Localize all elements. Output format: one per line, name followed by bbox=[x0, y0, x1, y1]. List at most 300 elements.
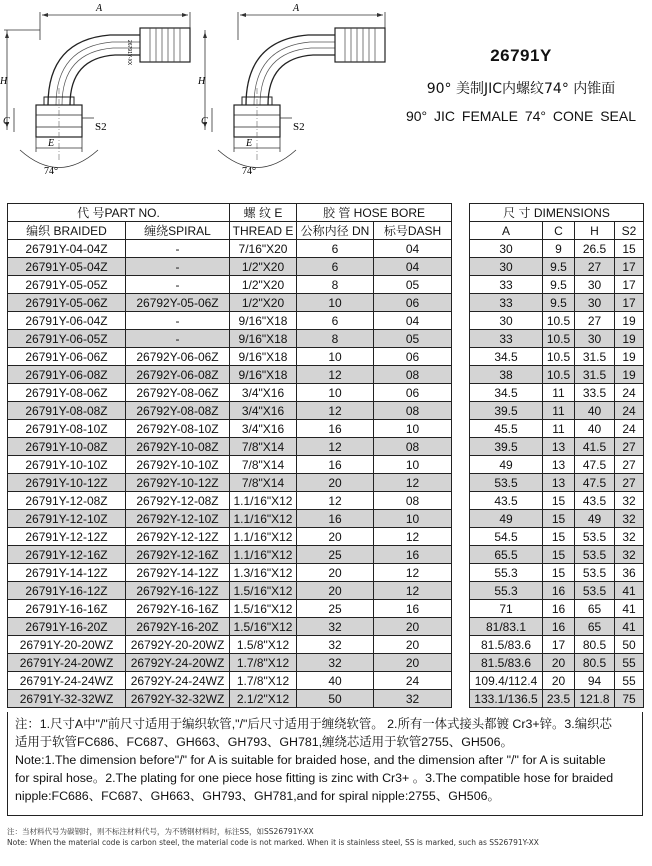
cell-a: 33 bbox=[470, 330, 543, 348]
row-spacer bbox=[452, 294, 470, 312]
cell-spiral: 26792Y-06-06Z bbox=[126, 348, 230, 366]
cell-braided: 26791Y-24-24WZ bbox=[8, 672, 126, 690]
cell-c: 11 bbox=[543, 384, 575, 402]
cell-spiral: 26792Y-05-06Z bbox=[126, 294, 230, 312]
cell-s2: 24 bbox=[615, 420, 644, 438]
cell-spiral: - bbox=[126, 258, 230, 276]
row-spacer bbox=[452, 546, 470, 564]
cell-a: 81.5/83.6 bbox=[470, 636, 543, 654]
cell-s2: 27 bbox=[615, 474, 644, 492]
row-spacer bbox=[452, 582, 470, 600]
cell-h: 40 bbox=[575, 402, 615, 420]
cell-a: 34.5 bbox=[470, 348, 543, 366]
cell-h: 30 bbox=[575, 330, 615, 348]
cell-s2: 19 bbox=[615, 330, 644, 348]
table-row bbox=[8, 330, 644, 348]
cell-c: 13 bbox=[543, 474, 575, 492]
cell-c: 10.5 bbox=[543, 366, 575, 384]
cell-thread: 1.1/16"X12 bbox=[230, 546, 297, 564]
table-row bbox=[8, 564, 644, 582]
cell-dash: 16 bbox=[374, 546, 452, 564]
cell-braided: 26791Y-05-06Z bbox=[8, 294, 126, 312]
description-english: 90° JIC FEMALE 74° CONE SEAL bbox=[405, 108, 637, 124]
cell-c: 16 bbox=[543, 600, 575, 618]
row-spacer bbox=[452, 312, 470, 330]
cell-dash: 12 bbox=[374, 582, 452, 600]
cell-s2: 27 bbox=[615, 438, 644, 456]
cell-s2: 41 bbox=[615, 600, 644, 618]
cell-spiral: 26792Y-08-08Z bbox=[126, 402, 230, 420]
cell-dn: 32 bbox=[297, 654, 374, 672]
row-spacer bbox=[452, 528, 470, 546]
elbow-fitting-drawings bbox=[0, 0, 390, 200]
cell-dn: 20 bbox=[297, 474, 374, 492]
note-cn-line-1: 注：1.尺寸A中"/"前尺寸适用于编织软管,"/"后尺寸适用于缠绕软管。 2.所有一体式接头都镀 Cr3+锌。3.编织芯 bbox=[15, 717, 612, 731]
row-spacer bbox=[452, 384, 470, 402]
table-row bbox=[8, 276, 644, 294]
cell-dn: 40 bbox=[297, 672, 374, 690]
cell-h: 31.5 bbox=[575, 366, 615, 384]
cell-dn: 25 bbox=[297, 546, 374, 564]
dim-e-label-2: E bbox=[246, 138, 253, 149]
cell-c: 20 bbox=[543, 672, 575, 690]
cell-a: 33 bbox=[470, 294, 543, 312]
note-en-line-1: Note:1.The dimension before"/" for A is suitable for braided hose, and the dimension after "/" for A is suitable bbox=[15, 753, 606, 767]
cell-a: 49 bbox=[470, 456, 543, 474]
cell-h: 47.5 bbox=[575, 474, 615, 492]
cell-s2: 17 bbox=[615, 276, 644, 294]
cell-s2: 17 bbox=[615, 258, 644, 276]
table-row bbox=[8, 600, 644, 618]
drawing-braided bbox=[0, 3, 190, 177]
table-header-row-1 bbox=[8, 204, 644, 222]
table-row bbox=[8, 348, 644, 366]
cell-s2: 36 bbox=[615, 564, 644, 582]
header-thread-e: THREAD E bbox=[230, 222, 297, 240]
cell-braided: 26791Y-05-04Z bbox=[8, 258, 126, 276]
cell-c: 11 bbox=[543, 420, 575, 438]
cell-thread: 9/16"X18 bbox=[230, 312, 297, 330]
cell-dash: 24 bbox=[374, 672, 452, 690]
table-row bbox=[8, 240, 644, 258]
cell-spiral: 26792Y-12-12Z bbox=[126, 528, 230, 546]
cell-thread: 1.1/16"X12 bbox=[230, 510, 297, 528]
cell-spiral: 26792Y-08-06Z bbox=[126, 384, 230, 402]
cell-h: 30 bbox=[575, 294, 615, 312]
dim-e-label: E bbox=[48, 138, 55, 149]
cell-thread: 9/16"X18 bbox=[230, 330, 297, 348]
cell-spiral: 26792Y-24-20WZ bbox=[126, 654, 230, 672]
cell-dn: 8 bbox=[297, 330, 374, 348]
cell-dash: 20 bbox=[374, 654, 452, 672]
cell-thread: 7/8"X14 bbox=[230, 438, 297, 456]
table-header-row-2 bbox=[8, 222, 644, 240]
cell-h: 49 bbox=[575, 510, 615, 528]
cell-dn: 12 bbox=[297, 402, 374, 420]
row-spacer bbox=[452, 690, 470, 708]
cell-s2: 19 bbox=[615, 348, 644, 366]
header-part-no: 代 号PART NO. bbox=[8, 204, 230, 222]
cell-spiral: 26792Y-32-32WZ bbox=[126, 690, 230, 708]
table-row bbox=[8, 402, 644, 420]
cell-s2: 41 bbox=[615, 618, 644, 636]
cell-dash: 06 bbox=[374, 294, 452, 312]
cell-h: 26.5 bbox=[575, 240, 615, 258]
description-chinese: 90° 美制JIC内螺纹74° 内锥面 bbox=[426, 81, 616, 97]
cell-a: 30 bbox=[470, 240, 543, 258]
cell-a: 39.5 bbox=[470, 438, 543, 456]
cell-s2: 19 bbox=[615, 366, 644, 384]
dim-h-label: H bbox=[0, 76, 8, 87]
cell-c: 10.5 bbox=[543, 330, 575, 348]
cell-h: 65 bbox=[575, 618, 615, 636]
row-spacer bbox=[452, 276, 470, 294]
note-en-line-3: nipple:FC686、FC687、GH663、GH793、GH781,and for spiral nipple:2755、GH506。 bbox=[15, 789, 500, 803]
title-block bbox=[390, 40, 652, 124]
cell-s2: 27 bbox=[615, 456, 644, 474]
specification-table bbox=[7, 203, 644, 708]
cell-spiral: 26792Y-16-20Z bbox=[126, 618, 230, 636]
cell-dash: 08 bbox=[374, 366, 452, 384]
cell-h: 53.5 bbox=[575, 564, 615, 582]
cell-spiral: 26792Y-08-10Z bbox=[126, 420, 230, 438]
cell-thread: 1.5/16"X12 bbox=[230, 582, 297, 600]
cell-dash: 32 bbox=[374, 690, 452, 708]
cell-thread: 1.7/8"X12 bbox=[230, 654, 297, 672]
cell-spiral: 26792Y-10-10Z bbox=[126, 456, 230, 474]
cell-dn: 12 bbox=[297, 438, 374, 456]
cell-braided: 26791Y-06-08Z bbox=[8, 366, 126, 384]
cell-a: 81/83.1 bbox=[470, 618, 543, 636]
cell-dn: 20 bbox=[297, 564, 374, 582]
cell-thread: 3/4"X16 bbox=[230, 402, 297, 420]
cell-c: 16 bbox=[543, 582, 575, 600]
cell-h: 65 bbox=[575, 600, 615, 618]
cell-a: 38 bbox=[470, 366, 543, 384]
cell-thread: 1.1/16"X12 bbox=[230, 528, 297, 546]
header-spiral: 缠绕SPIRAL bbox=[126, 222, 230, 240]
cell-dn: 32 bbox=[297, 636, 374, 654]
cell-a: 55.3 bbox=[470, 582, 543, 600]
cell-braided: 26791Y-16-12Z bbox=[8, 582, 126, 600]
cell-s2: 32 bbox=[615, 492, 644, 510]
cell-h: 30 bbox=[575, 276, 615, 294]
cell-spiral: - bbox=[126, 276, 230, 294]
table-row bbox=[8, 258, 644, 276]
cell-thread: 1/2"X20 bbox=[230, 276, 297, 294]
cell-thread: 1.5/8"X12 bbox=[230, 636, 297, 654]
row-spacer bbox=[452, 474, 470, 492]
cell-braided: 26791Y-08-08Z bbox=[8, 402, 126, 420]
header-dash: 标号DASH bbox=[374, 222, 452, 240]
cell-s2: 24 bbox=[615, 402, 644, 420]
cell-thread: 9/16"X18 bbox=[230, 366, 297, 384]
drawing-spiral bbox=[197, 3, 385, 177]
row-spacer bbox=[452, 330, 470, 348]
header-hose-bore: 胶 管 HOSE BORE bbox=[297, 204, 452, 222]
cell-braided: 26791Y-12-08Z bbox=[8, 492, 126, 510]
cell-a: 133.1/136.5 bbox=[470, 690, 543, 708]
cell-dn: 8 bbox=[297, 276, 374, 294]
dim-c-label: C bbox=[3, 116, 10, 127]
row-spacer bbox=[452, 564, 470, 582]
cell-thread: 1.7/8"X12 bbox=[230, 672, 297, 690]
cell-s2: 50 bbox=[615, 636, 644, 654]
cell-s2: 32 bbox=[615, 510, 644, 528]
table-body bbox=[8, 240, 644, 708]
cell-dash: 08 bbox=[374, 438, 452, 456]
cell-h: 80.5 bbox=[575, 636, 615, 654]
cell-spiral: 26792Y-10-12Z bbox=[126, 474, 230, 492]
row-spacer bbox=[452, 654, 470, 672]
cell-c: 15 bbox=[543, 510, 575, 528]
cell-spiral: 26792Y-12-08Z bbox=[126, 492, 230, 510]
cell-dash: 16 bbox=[374, 600, 452, 618]
cell-spiral: 26792Y-16-12Z bbox=[126, 582, 230, 600]
cell-braided: 26791Y-12-12Z bbox=[8, 528, 126, 546]
cell-h: 40 bbox=[575, 420, 615, 438]
cell-s2: 24 bbox=[615, 384, 644, 402]
cell-thread: 3/4"X16 bbox=[230, 384, 297, 402]
row-spacer bbox=[452, 600, 470, 618]
cell-braided: 26791Y-32-32WZ bbox=[8, 690, 126, 708]
cell-dash: 12 bbox=[374, 474, 452, 492]
cell-h: 47.5 bbox=[575, 456, 615, 474]
cell-c: 11 bbox=[543, 402, 575, 420]
cell-h: 41.5 bbox=[575, 438, 615, 456]
cell-s2: 41 bbox=[615, 582, 644, 600]
table-row bbox=[8, 636, 644, 654]
cell-dn: 12 bbox=[297, 492, 374, 510]
row-spacer bbox=[452, 456, 470, 474]
table-row bbox=[8, 690, 644, 708]
table-row bbox=[8, 474, 644, 492]
table-row bbox=[8, 438, 644, 456]
dim-a-label: A bbox=[96, 3, 103, 14]
table-row bbox=[8, 492, 644, 510]
cell-h: 94 bbox=[575, 672, 615, 690]
table-row bbox=[8, 366, 644, 384]
cell-c: 9.5 bbox=[543, 276, 575, 294]
table-row bbox=[8, 456, 644, 474]
cell-thread: 2.1/2"X12 bbox=[230, 690, 297, 708]
row-spacer bbox=[452, 402, 470, 420]
cell-c: 15 bbox=[543, 564, 575, 582]
part-number-title: 26791Y bbox=[490, 46, 552, 65]
cell-braided: 26791Y-06-06Z bbox=[8, 348, 126, 366]
cell-c: 17 bbox=[543, 636, 575, 654]
cell-h: 27 bbox=[575, 312, 615, 330]
cell-dash: 04 bbox=[374, 258, 452, 276]
cell-spiral: 26792Y-14-12Z bbox=[126, 564, 230, 582]
cell-spiral: - bbox=[126, 240, 230, 258]
cell-braided: 26791Y-20-20WZ bbox=[8, 636, 126, 654]
table-row bbox=[8, 312, 644, 330]
cell-c: 13 bbox=[543, 438, 575, 456]
cell-s2: 55 bbox=[615, 654, 644, 672]
cell-dn: 6 bbox=[297, 258, 374, 276]
cell-c: 20 bbox=[543, 654, 575, 672]
dim-s2-label-2: S2 bbox=[293, 121, 305, 133]
row-spacer bbox=[452, 348, 470, 366]
table-row bbox=[8, 294, 644, 312]
footer-en: Note: When the material code is carbon steel, the material code is not marked. When it is stainless steel, SS is marked, such as SS26791Y-XX bbox=[7, 838, 539, 847]
row-spacer bbox=[452, 240, 470, 258]
row-spacer bbox=[452, 492, 470, 510]
row-spacer bbox=[452, 258, 470, 276]
header-c: C bbox=[543, 222, 575, 240]
cell-s2: 55 bbox=[615, 672, 644, 690]
cell-s2: 75 bbox=[615, 690, 644, 708]
cell-c: 15 bbox=[543, 546, 575, 564]
cell-a: 39.5 bbox=[470, 402, 543, 420]
note-en-line-2: for spiral hose。2.The plating for one piece hose fitting is zinc with Cr3+ 。3.The compatible hose for braided bbox=[15, 771, 614, 785]
cell-h: 33.5 bbox=[575, 384, 615, 402]
cell-thread: 1.1/16"X12 bbox=[230, 492, 297, 510]
row-spacer bbox=[452, 420, 470, 438]
cell-dash: 08 bbox=[374, 492, 452, 510]
cell-dn: 6 bbox=[297, 312, 374, 330]
cell-a: 49 bbox=[470, 510, 543, 528]
cell-a: 53.5 bbox=[470, 474, 543, 492]
cell-dn: 10 bbox=[297, 348, 374, 366]
cell-braided: 26791Y-05-05Z bbox=[8, 276, 126, 294]
header-s2: S2 bbox=[615, 222, 644, 240]
dim-c-label-2: C bbox=[201, 116, 208, 127]
cell-a: 34.5 bbox=[470, 384, 543, 402]
cell-a: 55.3 bbox=[470, 564, 543, 582]
angle-label: 74° bbox=[44, 166, 58, 177]
table-row bbox=[8, 510, 644, 528]
cell-s2: 32 bbox=[615, 528, 644, 546]
cell-dash: 06 bbox=[374, 384, 452, 402]
cell-h: 27 bbox=[575, 258, 615, 276]
cell-h: 80.5 bbox=[575, 654, 615, 672]
header-dn: 公称内径 DN bbox=[297, 222, 374, 240]
cell-dash: 06 bbox=[374, 348, 452, 366]
header-braided: 编织 BRAIDED bbox=[8, 222, 126, 240]
cell-thread: 9/16"X18 bbox=[230, 348, 297, 366]
table-row bbox=[8, 654, 644, 672]
cell-c: 23.5 bbox=[543, 690, 575, 708]
cell-h: 121.8 bbox=[575, 690, 615, 708]
body-marking: 26791Y-XX bbox=[126, 40, 132, 66]
table-row bbox=[8, 672, 644, 690]
cell-spiral: 26792Y-12-10Z bbox=[126, 510, 230, 528]
cell-a: 30 bbox=[470, 258, 543, 276]
header-spacer bbox=[452, 204, 470, 240]
cell-dn: 6 bbox=[297, 240, 374, 258]
cell-c: 9.5 bbox=[543, 258, 575, 276]
cell-spiral: 26792Y-24-24WZ bbox=[126, 672, 230, 690]
cell-dash: 12 bbox=[374, 564, 452, 582]
cell-a: 65.5 bbox=[470, 546, 543, 564]
cell-dn: 12 bbox=[297, 366, 374, 384]
cell-c: 9 bbox=[543, 240, 575, 258]
cell-dn: 50 bbox=[297, 690, 374, 708]
cell-dash: 10 bbox=[374, 510, 452, 528]
notes-box bbox=[7, 712, 643, 816]
note-cn-line-2: 适用于软管FC686、FC687、GH663、GH793、GH781,缠绕芯适用于软管2755、GH506。 bbox=[15, 735, 513, 749]
cell-h: 31.5 bbox=[575, 348, 615, 366]
angle-label-2: 74° bbox=[242, 166, 256, 177]
cell-c: 16 bbox=[543, 618, 575, 636]
cell-spiral: - bbox=[126, 312, 230, 330]
footer-cn: 注：当材料代号为碳钢时，则不标注材料代号，为不锈钢材料时，标注SS，如SS26791Y-XX bbox=[7, 827, 314, 836]
cell-thread: 1/2"X20 bbox=[230, 294, 297, 312]
cell-dn: 10 bbox=[297, 384, 374, 402]
table-row bbox=[8, 384, 644, 402]
cell-spiral: - bbox=[126, 330, 230, 348]
cell-a: 33 bbox=[470, 276, 543, 294]
row-spacer bbox=[452, 366, 470, 384]
header-a: A bbox=[470, 222, 543, 240]
cell-braided: 26791Y-12-16Z bbox=[8, 546, 126, 564]
cell-a: 30 bbox=[470, 312, 543, 330]
technical-drawings bbox=[0, 0, 390, 200]
cell-s2: 15 bbox=[615, 240, 644, 258]
cell-h: 43.5 bbox=[575, 492, 615, 510]
cell-thread: 7/8"X14 bbox=[230, 456, 297, 474]
cell-dash: 20 bbox=[374, 618, 452, 636]
cell-dn: 16 bbox=[297, 420, 374, 438]
cell-dash: 05 bbox=[374, 276, 452, 294]
cell-spiral: 26792Y-20-20WZ bbox=[126, 636, 230, 654]
cell-thread: 1.5/16"X12 bbox=[230, 618, 297, 636]
cell-braided: 26791Y-10-08Z bbox=[8, 438, 126, 456]
cell-thread: 1.5/16"X12 bbox=[230, 600, 297, 618]
cell-thread: 7/8"X14 bbox=[230, 474, 297, 492]
cell-h: 53.5 bbox=[575, 528, 615, 546]
cell-braided: 26791Y-04-04Z bbox=[8, 240, 126, 258]
cell-a: 109.4/112.4 bbox=[470, 672, 543, 690]
row-spacer bbox=[452, 618, 470, 636]
cell-braided: 26791Y-08-10Z bbox=[8, 420, 126, 438]
cell-a: 43.5 bbox=[470, 492, 543, 510]
table-row bbox=[8, 582, 644, 600]
cell-c: 15 bbox=[543, 528, 575, 546]
cell-dash: 10 bbox=[374, 420, 452, 438]
dim-a-label-2: A bbox=[293, 3, 300, 14]
row-spacer bbox=[452, 672, 470, 690]
cell-braided: 26791Y-12-10Z bbox=[8, 510, 126, 528]
cell-braided: 26791Y-08-06Z bbox=[8, 384, 126, 402]
row-spacer bbox=[452, 636, 470, 654]
cell-dash: 04 bbox=[374, 312, 452, 330]
cell-s2: 32 bbox=[615, 546, 644, 564]
cell-a: 81.5/83.6 bbox=[470, 654, 543, 672]
cell-dash: 05 bbox=[374, 330, 452, 348]
cell-dash: 04 bbox=[374, 240, 452, 258]
cell-a: 71 bbox=[470, 600, 543, 618]
header-thread: 螺 纹 E bbox=[230, 204, 297, 222]
cell-thread: 7/16"X20 bbox=[230, 240, 297, 258]
row-spacer bbox=[452, 438, 470, 456]
cell-s2: 19 bbox=[615, 312, 644, 330]
cell-braided: 26791Y-06-04Z bbox=[8, 312, 126, 330]
cell-dn: 25 bbox=[297, 600, 374, 618]
cell-spiral: 26792Y-16-16Z bbox=[126, 600, 230, 618]
cell-braided: 26791Y-06-05Z bbox=[8, 330, 126, 348]
cell-a: 54.5 bbox=[470, 528, 543, 546]
table-row bbox=[8, 420, 644, 438]
cell-h: 53.5 bbox=[575, 582, 615, 600]
cell-dash: 12 bbox=[374, 528, 452, 546]
cell-dn: 10 bbox=[297, 294, 374, 312]
cell-braided: 26791Y-10-10Z bbox=[8, 456, 126, 474]
cell-braided: 26791Y-24-20WZ bbox=[8, 654, 126, 672]
cell-thread: 3/4"X16 bbox=[230, 420, 297, 438]
